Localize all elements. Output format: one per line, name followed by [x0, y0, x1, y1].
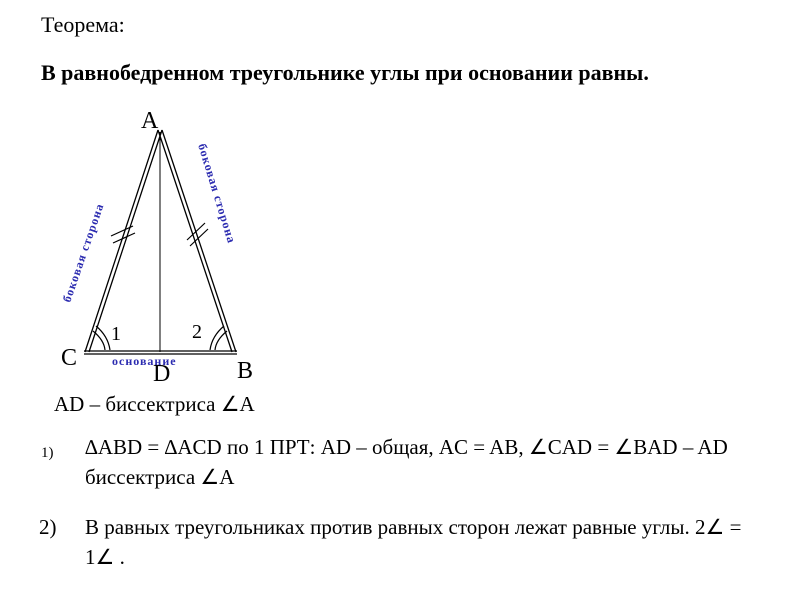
- vertex-d-label: D: [153, 361, 171, 387]
- base-label: основание: [112, 354, 177, 368]
- angle-2-label: 2: [192, 321, 202, 343]
- step-2-number: 2): [39, 515, 57, 539]
- bisector-note: AD – биссектриса ∠A: [54, 392, 255, 416]
- theorem-statement: В равнобедренном треугольнике углы при основании равны.: [41, 60, 649, 85]
- theorem-label: Теорема:: [41, 12, 125, 37]
- step-1-text: ∆ABD = ∆ACD по 1 ПРТ: AD – общая, AC = AB, ∠CAD = ∠BAD – AD биссектриса ∠A: [85, 435, 728, 489]
- vertex-c-label: C: [61, 345, 78, 371]
- side-right-label: боковая сторона: [195, 141, 239, 246]
- step-1-number: 1): [41, 445, 54, 461]
- vertex-a-label: A: [141, 108, 159, 134]
- side-left-label: боковая сторона: [59, 201, 107, 304]
- angle-1-label: 1: [111, 323, 121, 345]
- step-2-text: В равных треугольниках против равных сторон лежат равные углы. 2∠ = 1∠ .: [85, 515, 742, 569]
- vertex-b-label: B: [237, 358, 254, 384]
